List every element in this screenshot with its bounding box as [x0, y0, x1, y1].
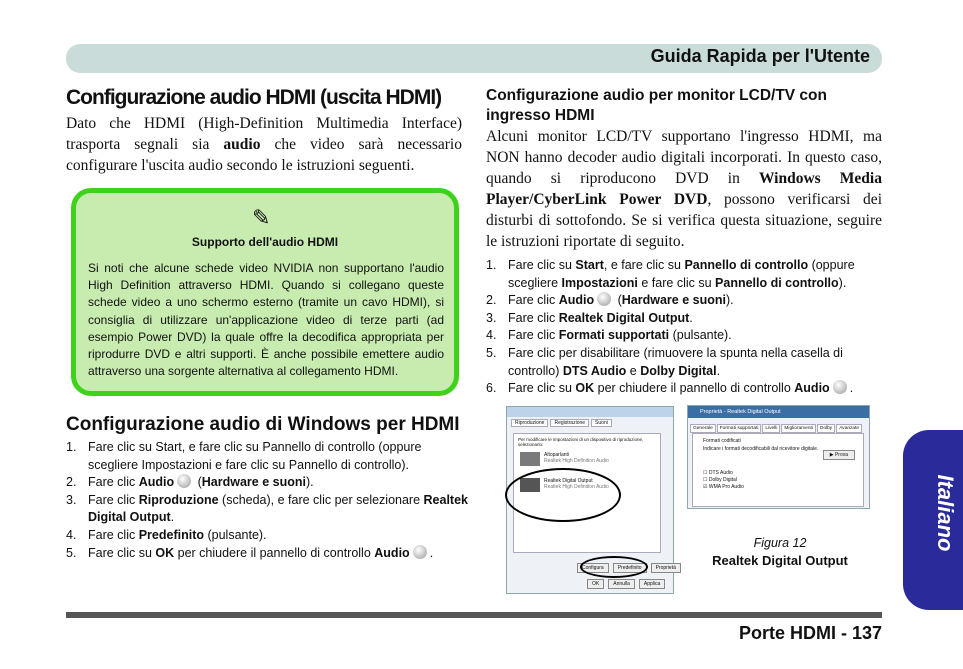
- step-text: per chiudere il pannello di controllo: [174, 545, 375, 560]
- step-keyword: Pannello di controllo: [684, 258, 809, 272]
- audio-icon: [177, 474, 191, 488]
- tab-levels: Livelli: [762, 424, 780, 433]
- properties-button: Proprietà: [651, 563, 681, 573]
- step-number: 6.: [486, 381, 497, 396]
- properties-titlebar: Proprietà - Realtek Digital Output: [688, 406, 869, 418]
- right-intro-text-a: Alcuni monitor LCD/TV supportano l'ingresso HDMI, ma NON hanno decoder audio digitali incorporati. In questo caso, quando si riproducono DVD in: [486, 128, 882, 187]
- header-title: Guida Rapida per l'Utente: [650, 46, 870, 66]
- language-side-tab-label: Italiano: [933, 474, 958, 552]
- step-keyword: Audio: [794, 381, 830, 396]
- step-number: 4.: [66, 527, 77, 542]
- step-keyword: DTS Audio: [562, 363, 627, 378]
- step-keyword: Audio: [374, 545, 410, 560]
- tab-supported-formats: Formati supportati: [717, 424, 762, 433]
- note-body: Si noti che alcune schede video NVIDIA non supportano l'audio High Definition attraverso HDMI. Quando si collegano queste schede video a uno schermo esterno (tramite un cavo HDMI), si consiglia di utilizzare un'applicazione video di terze parti (ad esempio Power DVD) la quale offre la decodifica appropriata per riprodurre DVD e altri supporti. È anche possibile emettere audio attraverso una sorgente alternativa al collegamento HDMI.: [88, 261, 444, 379]
- step-item: [66, 492, 471, 527]
- step-text: .: [849, 381, 854, 396]
- step-text: , e fare clic su: [603, 258, 685, 272]
- right-intro-paragraph: [486, 126, 882, 252]
- device-sub: Realtek High Definition Audio: [544, 484, 609, 490]
- default-button: Predefinito: [613, 563, 647, 573]
- step-item: [486, 327, 882, 345]
- tab-recording: Registrazione: [550, 419, 589, 427]
- step-keyword: Hardware e suoni: [621, 293, 726, 308]
- step-keyword: Audio: [558, 293, 595, 308]
- step-keyword: Hardware e suoni: [201, 475, 306, 490]
- tab-playback: Riproduzione: [511, 419, 548, 427]
- windows-steps-list: [66, 439, 471, 562]
- footer-page-label: Porte HDMI - 137: [738, 623, 882, 643]
- step-text: Fare clic per disabilitare (rimuovere la spunta nella casella di controllo): [508, 345, 843, 378]
- step-text: (scheda), e fare clic per selezionare: [218, 492, 424, 507]
- cancel-button: Annulla: [608, 579, 635, 589]
- note-title: Supporto dell'audio HDMI: [191, 235, 339, 249]
- section-title-windows-audio: Configurazione audio di Windows per HDMI: [66, 414, 460, 435]
- step-text: Fare clic su Start, e fare clic su Pannello di controllo (oppure scegliere Impostazioni e fare clic su Pannello di controllo).: [88, 440, 422, 472]
- format-dts: ☐ DTS Audio: [703, 470, 733, 476]
- properties-tabs: [690, 424, 867, 433]
- figure-caption: Figura 12: [753, 536, 807, 550]
- step-text: Fare clic: [88, 492, 139, 507]
- test-button: ▶ Prova: [823, 450, 855, 460]
- step-text: (: [194, 475, 202, 490]
- test-button-label: Prova: [834, 452, 848, 458]
- step-text: .: [170, 510, 175, 525]
- step-text: .: [429, 545, 434, 560]
- step-number: 2.: [486, 293, 497, 308]
- step-text: ).: [838, 275, 847, 290]
- step-text: (pulsante).: [204, 527, 267, 542]
- highlight-ring-default: [580, 556, 648, 578]
- section-title-hdmi-audio: Configurazione audio HDMI (uscita HDMI): [66, 86, 442, 109]
- device-name: Altoparlanti: [544, 452, 570, 458]
- device-speakers: [520, 452, 640, 470]
- step-item: [486, 257, 882, 292]
- step-text: (pulsante).: [669, 328, 732, 343]
- audio-icon: [833, 380, 847, 394]
- step-item: [66, 474, 471, 492]
- step-item: [66, 527, 471, 545]
- intro-text: Dato che HDMI (High-Definition Multimedia Interface) trasporta segnali sia audio che video sarà necessario configurare l'uscita audio secondo le istruzioni seguenti.: [66, 115, 462, 174]
- section-title-lcd-tv: Configurazione audio per monitor LCD/TV con ingresso HDMI: [486, 87, 827, 124]
- step-text: per chiudere il pannello di controllo: [594, 381, 795, 396]
- format-wma-label: WMA Pro Audio: [708, 484, 744, 490]
- step-text: (: [614, 293, 622, 308]
- step-number: 3.: [66, 492, 77, 507]
- step-keyword: Formati supportati: [558, 328, 670, 343]
- step-keyword: Realtek Digital Output: [558, 310, 690, 325]
- step-number: 1.: [66, 440, 77, 454]
- step-text: ).: [725, 293, 734, 308]
- step-text: Fare clic su: [508, 258, 576, 272]
- step-item: [66, 439, 471, 474]
- step-text: e fare clic su: [637, 275, 716, 290]
- step-number: 1.: [486, 258, 497, 272]
- right-intro-text-c: , possono verificarsi dei disturbi di sottofondo. Se si verifica questa situazione, seguire le istruzioni riportate di seguito.: [486, 191, 882, 250]
- format-dolby: ☐ Dolby Digital: [703, 477, 737, 483]
- footer-rule: [66, 612, 882, 618]
- step-item: [486, 310, 882, 328]
- tab-advanced: Avanzate: [836, 424, 862, 433]
- step-item: [486, 380, 882, 398]
- step-text: Fare clic su: [508, 381, 576, 396]
- step-text: .: [689, 310, 693, 325]
- step-item: [486, 292, 882, 310]
- figure-title: Realtek Digital Output: [712, 553, 848, 568]
- step-text: Fare clic: [508, 328, 559, 343]
- device-sub: Realtek High Definition Audio: [544, 458, 609, 464]
- step-text: Fare clic: [88, 475, 139, 490]
- audio-icon: [597, 292, 611, 306]
- step-text: (oppure scegliere: [508, 258, 855, 290]
- right-intro-text-b: Windows Media Player/CyberLink Power DVD: [486, 170, 882, 208]
- formats-hint: Indicare i formati decodificabili dal ricevitore digitale.: [703, 446, 819, 452]
- step-text: e: [626, 363, 641, 378]
- properties-dialog-screenshot: [687, 405, 870, 509]
- step-number: 5.: [66, 545, 77, 560]
- step-text: Fare clic: [508, 293, 559, 308]
- dialog-titlebar: [507, 407, 673, 417]
- step-number: 3.: [486, 310, 497, 325]
- configure-button: Configura: [577, 563, 609, 573]
- tab-general: Generale: [690, 424, 716, 433]
- pencil-icon: ✎: [252, 205, 271, 230]
- step-item: [486, 345, 882, 380]
- step-keyword: Realtek Digital Output: [88, 492, 469, 525]
- dialog-buttons-bottom: [587, 579, 665, 589]
- step-keyword: Impostazioni: [561, 275, 638, 290]
- step-keyword: Audio: [138, 475, 175, 490]
- step-number: 4.: [486, 328, 497, 343]
- lcd-steps-list: [486, 257, 882, 398]
- step-item: [66, 545, 471, 563]
- step-keyword: Dolby Digital: [640, 363, 717, 378]
- step-text: ).: [305, 475, 314, 490]
- step-number: 2.: [66, 475, 77, 490]
- format-wma: ☑ WMA Pro Audio: [703, 484, 744, 490]
- dialog-tabs: [511, 419, 669, 427]
- step-number: 5.: [486, 345, 497, 360]
- step-keyword: Start: [575, 258, 604, 272]
- step-keyword: Predefinito: [138, 527, 204, 542]
- step-text: Fare clic su: [88, 545, 156, 560]
- tab-enhancements: Miglioramenti: [781, 424, 816, 433]
- step-text: Fare clic: [508, 310, 559, 325]
- device-name: Realtek Digital Output: [544, 478, 593, 484]
- speaker-icon: [520, 452, 540, 466]
- intro-paragraph: [66, 113, 462, 176]
- step-keyword: OK: [575, 381, 595, 396]
- format-dolby-label: Dolby Digital: [708, 477, 737, 483]
- step-keyword: Riproduzione: [138, 492, 219, 507]
- audio-icon: [413, 545, 427, 559]
- apply-button: Applica: [639, 579, 665, 589]
- format-dts-label: DTS Audio: [708, 470, 733, 476]
- device-hint: Per modificare le impostazioni di un dispositivo di riproduzione, selezionarlo:: [518, 437, 644, 447]
- step-text: .: [716, 363, 721, 378]
- step-text: Fare clic: [88, 527, 139, 542]
- highlight-ring-device: [505, 468, 621, 522]
- step-keyword: OK: [155, 545, 175, 560]
- ok-button: OK: [587, 579, 604, 589]
- formats-panel: [692, 433, 864, 507]
- tab-sounds: Suoni: [591, 419, 612, 427]
- tab-dolby: Dolby: [817, 424, 835, 433]
- formats-group: Formati codificati: [703, 438, 741, 444]
- step-keyword: Pannello di controllo: [715, 275, 839, 290]
